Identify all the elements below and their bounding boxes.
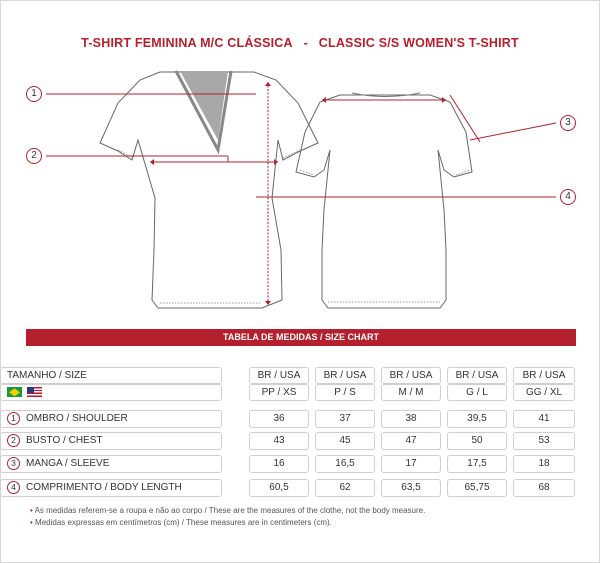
flags-row <box>0 384 222 401</box>
value-cell: 18 <box>513 455 575 473</box>
value-cell: 50 <box>447 432 507 450</box>
value-cell: 36 <box>249 410 309 428</box>
value-cell: 39,5 <box>447 410 507 428</box>
row-label: MANGA / SLEEVE <box>26 458 110 469</box>
note-2: • Medidas expressas em centímetros (cm) / These measures are in centimeters (cm). <box>30 518 332 527</box>
value-cell: 37 <box>315 410 375 428</box>
title-pt: T-SHIRT FEMININA M/C CLÁSSICA <box>81 36 293 50</box>
size-p-s: P / S <box>315 384 375 401</box>
callout-3: 3 <box>560 115 576 131</box>
value-cell: 17 <box>381 455 441 473</box>
callout-1: 1 <box>26 86 42 102</box>
row-number: 4 <box>7 481 20 494</box>
value-cell: 43 <box>249 432 309 450</box>
size-chart-header: TABELA DE MEDIDAS / SIZE CHART <box>26 329 576 346</box>
value-cell: 47 <box>381 432 441 450</box>
measure-line-3 <box>470 123 556 140</box>
region-header-1: BR / USA <box>249 367 309 384</box>
value-cell: 16 <box>249 455 309 473</box>
value-cell: 38 <box>381 410 441 428</box>
value-cell: 53 <box>513 432 575 450</box>
size-gg-xl: GG / XL <box>513 384 575 401</box>
row-label: COMPRIMENTO / BODY LENGTH <box>26 482 182 493</box>
callout-2: 2 <box>26 148 42 164</box>
back-shirt-outline <box>296 95 472 308</box>
note-2-text: Medidas expressas em centímetros (cm) / These measures are in centimeters (cm). <box>35 518 332 527</box>
brazil-flag-icon <box>7 387 22 397</box>
value-cell: 17,5 <box>447 455 507 473</box>
region-header-5: BR / USA <box>513 367 575 384</box>
value-cell: 62 <box>315 479 375 497</box>
note-1-text: As medidas referem-se a roupa e não ao corpo / These are the measures of the clothe, not the body measure. <box>34 506 426 515</box>
note-1: • As medidas referem-se a roupa e não ao corpo / These are the measures of the clothe, not the body measure. <box>30 506 426 515</box>
value-cell: 45 <box>315 432 375 450</box>
row-number: 1 <box>7 412 20 425</box>
title-en: CLASSIC S/S WOMEN'S T-SHIRT <box>318 36 519 50</box>
callout-4: 4 <box>560 189 576 205</box>
value-cell: 68 <box>513 479 575 497</box>
row-number: 2 <box>7 434 20 447</box>
usa-flag-icon <box>27 387 42 397</box>
size-m-m: M / M <box>381 384 441 401</box>
size-pp-xs: PP / XS <box>249 384 309 401</box>
title-separator: - <box>303 36 308 50</box>
row-label: BUSTO / CHEST <box>26 435 103 446</box>
row-label: OMBRO / SHOULDER <box>26 413 128 424</box>
value-cell: 65,75 <box>447 479 507 497</box>
row-number: 3 <box>7 457 20 470</box>
size-g-l: G / L <box>447 384 507 401</box>
size-header: TAMANHO / SIZE <box>0 367 222 384</box>
value-cell: 41 <box>513 410 575 428</box>
value-cell: 16,5 <box>315 455 375 473</box>
value-cell: 60,5 <box>249 479 309 497</box>
region-header-2: BR / USA <box>315 367 375 384</box>
value-cell: 63,5 <box>381 479 441 497</box>
region-header-4: BR / USA <box>447 367 507 384</box>
region-header-3: BR / USA <box>381 367 441 384</box>
